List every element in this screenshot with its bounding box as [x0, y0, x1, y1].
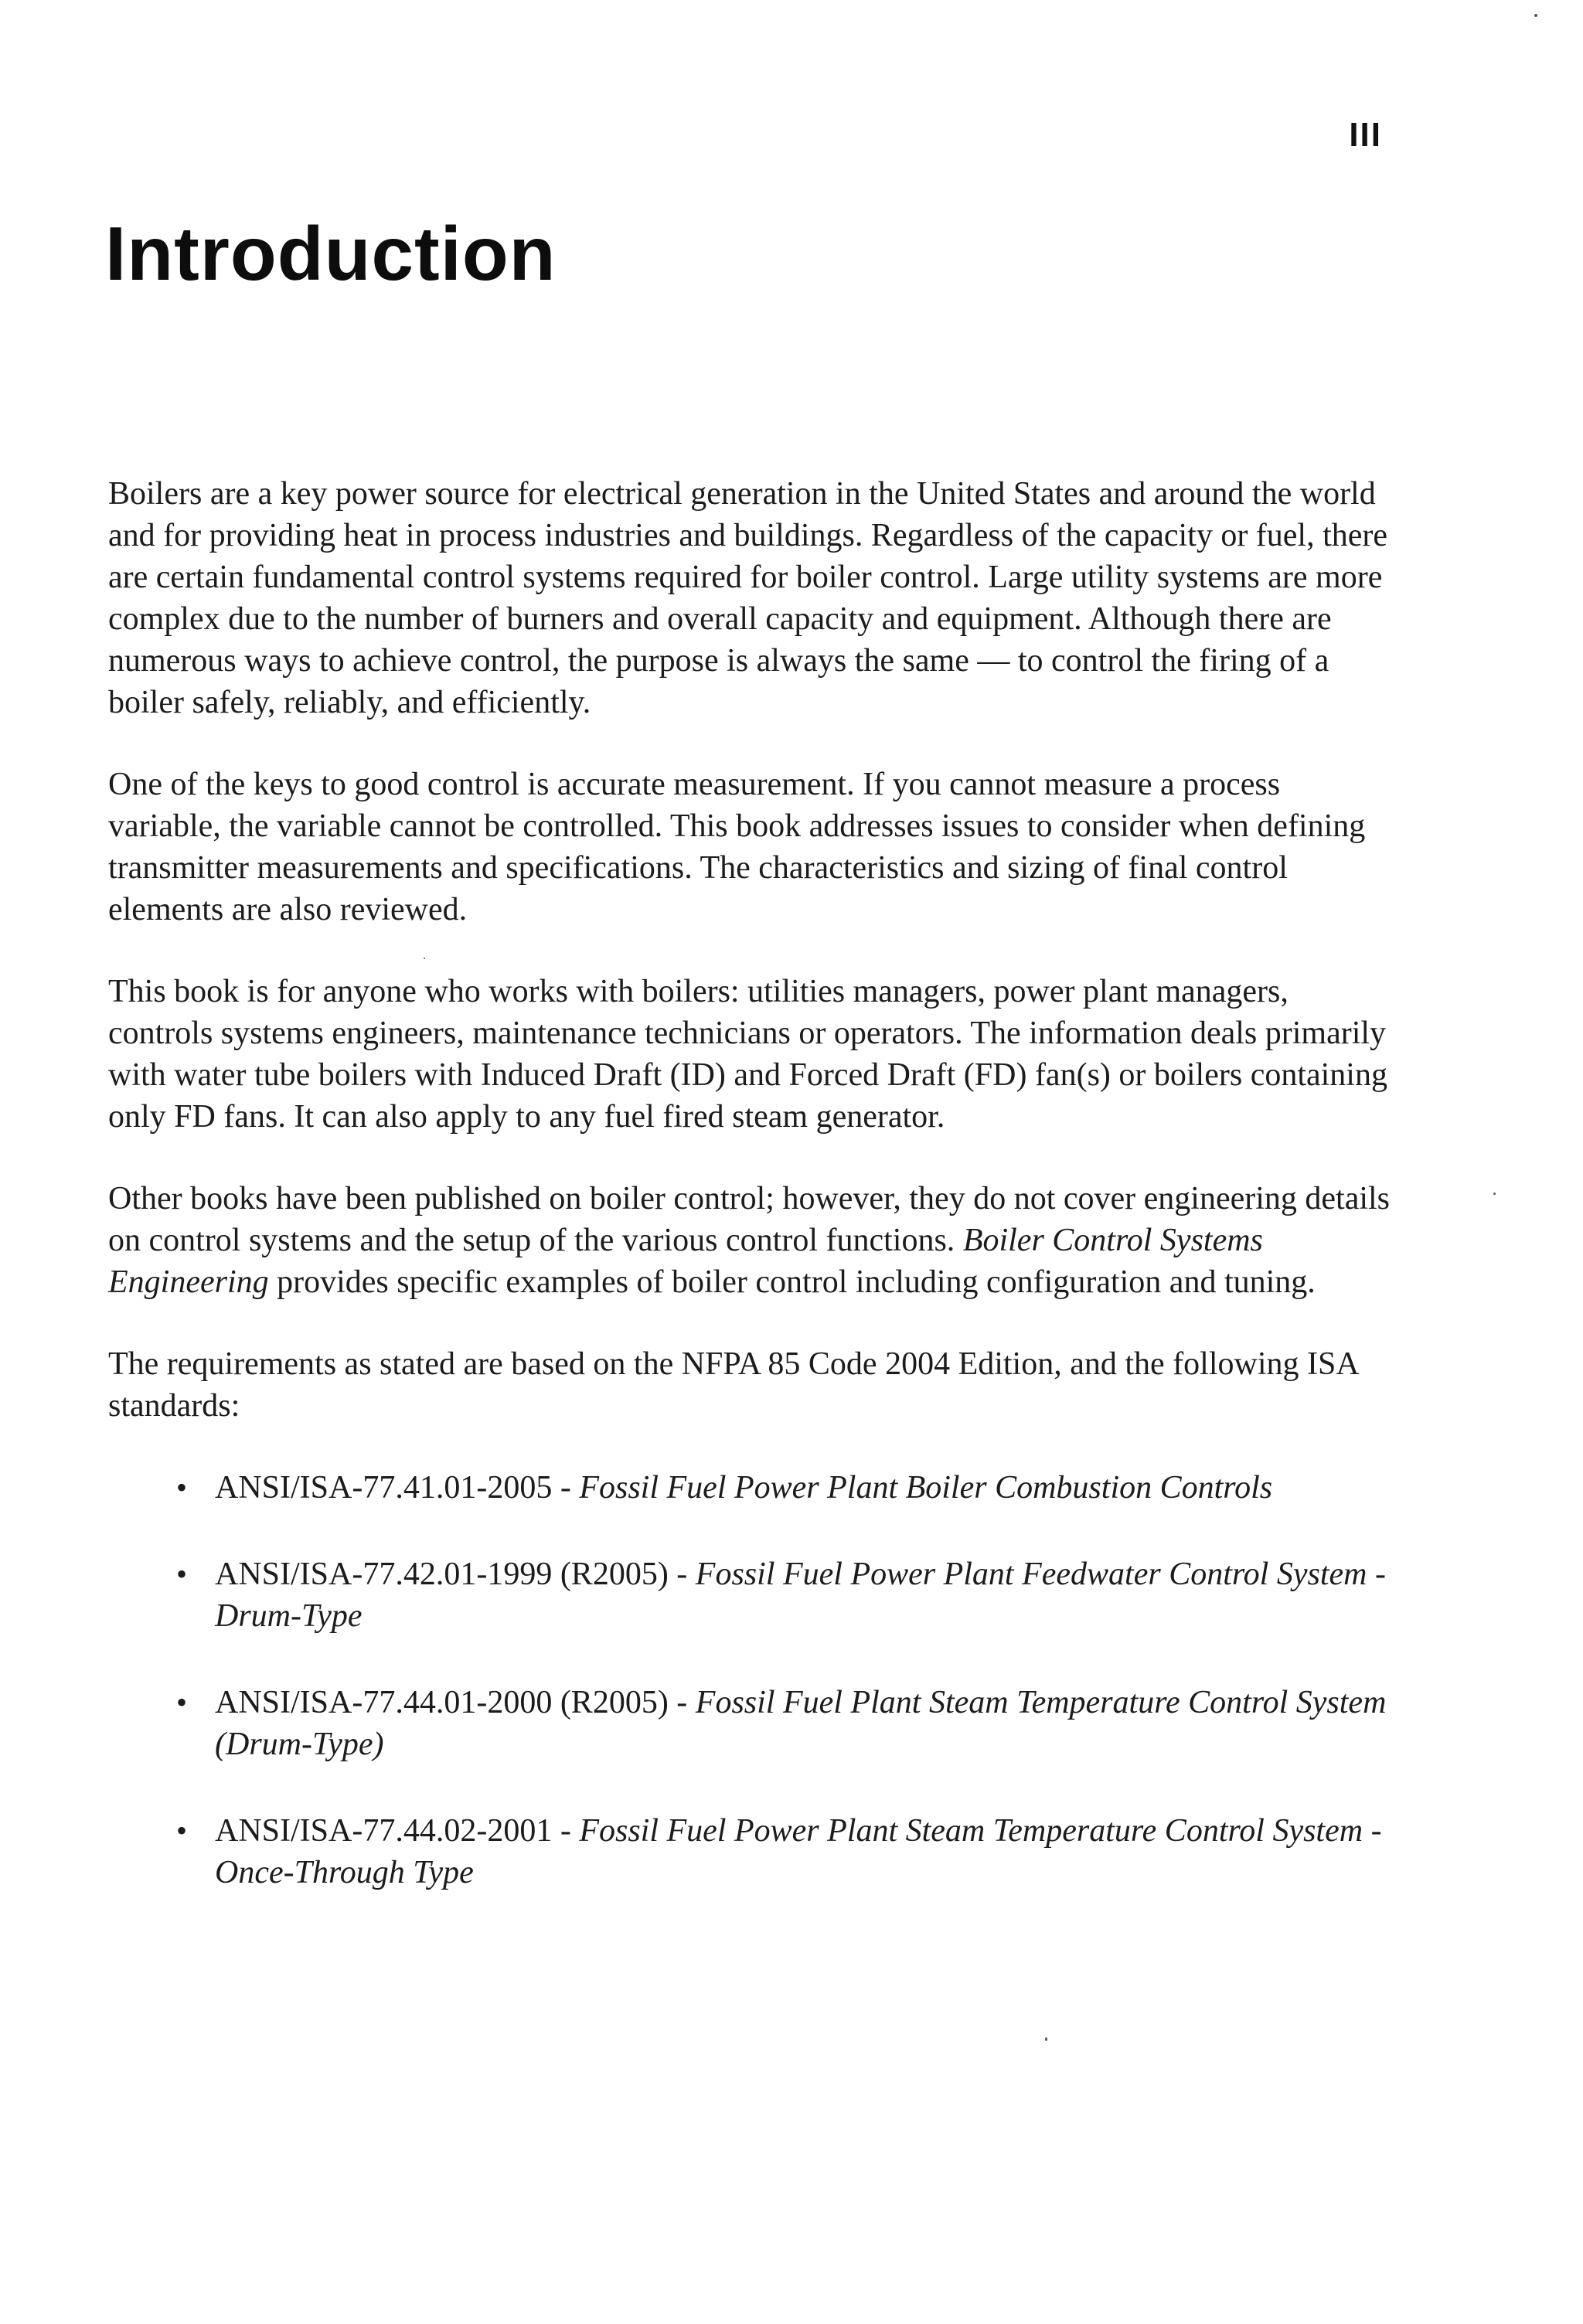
list-item: [108, 1467, 1391, 1509]
paragraph-intro: Boilers are a key power source for electrical generation in the United States and around the world and for providing heat in process industries and buildings. Regardless of the capacity or fuel, there are certain fundamental control systems required for boiler control. Large utility systems are more complex due to the number of burners and overall capacity and equipment. Although there are numerous ways to achieve control, the purpose is always the same — to control the firing of a boiler safely, reliably, and efficiently.: [108, 476, 1388, 720]
standard-code: ANSI/ISA-77.41.01-2005 -: [215, 1470, 580, 1506]
paragraph-other-books: [108, 1178, 1391, 1303]
standard-title: Fossil Fuel Power Plant Boiler Combustion Controls: [579, 1470, 1273, 1506]
list-item: [108, 1682, 1391, 1765]
standard-title: Fossil Fuel Power Plant Feedwater Control System - Drum-Type: [215, 1557, 1386, 1634]
paragraph-other-books-text-b: provides specific examples of boiler control including configuration and tuning.: [268, 1264, 1316, 1300]
body-text: [108, 473, 1391, 1938]
standard-code: ANSI/ISA-77.42.01-1999 (R2005) -: [215, 1557, 696, 1592]
paragraph-audience: This book is for anyone who works with boilers: utilities managers, power plant managers, controls systems engineers, maintenance technicians or operators. The information deals primarily with water tube boilers with Induced Draft (ID) and Forced Draft (FD) fan(s) or boilers containing only FD fans. It can also apply to any fuel fired steam generator.: [108, 974, 1387, 1135]
standard-code: ANSI/ISA-77.44.02-2001 -: [215, 1813, 580, 1849]
list-item: [108, 1810, 1391, 1894]
scan-speck: [424, 958, 425, 959]
standard-title: Fossil Fuel Plant Steam Temperature Control System (Drum-Type): [215, 1685, 1387, 1762]
scan-speck: [1493, 1193, 1496, 1195]
paragraph-requirements: The requirements as stated are based on the NFPA 85 Code 2004 Edition, and the following ISA standards:: [108, 1346, 1358, 1424]
page-number: III: [1349, 116, 1382, 154]
standard-code: ANSI/ISA-77.44.01-2000 (R2005) -: [215, 1685, 696, 1720]
book-title: Boiler Control Systems Engineering: [108, 1223, 1263, 1300]
scan-speck: [1534, 14, 1537, 17]
paragraph-other-books-text-a: Other books have been published on boiler control; however, they do not cover engineering details on control systems and the setup of the various control functions.: [108, 1181, 1391, 1258]
list-item: [108, 1553, 1391, 1637]
paragraph-measurement: One of the keys to good control is accurate measurement. If you cannot measure a process variable, the variable cannot be controlled. This book addresses issues to consider when defining transmitter measurements and specifications. The characteristics and sizing of final control elements are also reviewed.: [108, 767, 1366, 927]
standards-list: [108, 1467, 1391, 1894]
chapter-title: Introduction: [105, 211, 557, 296]
standard-title: Fossil Fuel Power Plant Steam Temperature Control System - Once-Through Type: [215, 1813, 1382, 1890]
scan-speck: [1045, 2037, 1047, 2041]
